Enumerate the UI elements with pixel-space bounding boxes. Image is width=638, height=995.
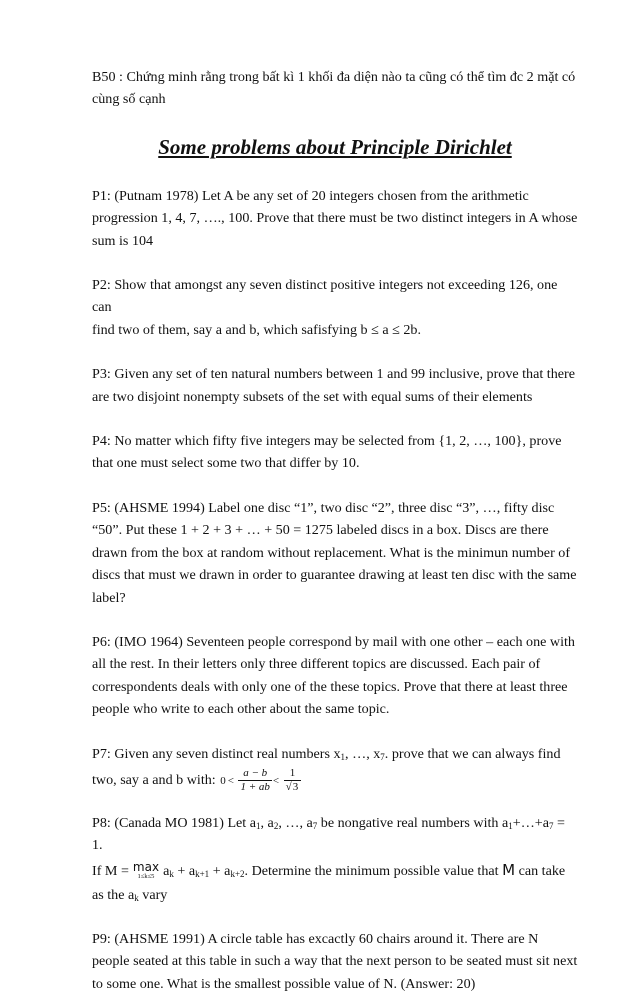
p8-subscript: 1 — [508, 820, 513, 831]
p8-subscript: 2 — [273, 820, 279, 831]
p8-text: as the a — [92, 886, 135, 903]
p7-fraction-2 — [284, 767, 302, 794]
p8-text: be nongative real numbers with a — [317, 814, 509, 831]
p7-sqrt — [286, 781, 300, 794]
p3-line-2: are two disjoint nonempty subsets of the set with equal sums of their elements — [92, 388, 533, 405]
p6-line-4: people who write to each other about the same topic. — [92, 701, 390, 718]
p7-text: . prove that we can always find — [384, 745, 561, 762]
p8-text: +…+a — [512, 814, 550, 831]
p3-line-1: P3: Given any set of ten natural numbers between 1 and 99 inclusive, prove that there — [92, 366, 575, 383]
p7-subscript: 7 — [380, 751, 385, 762]
problem-p3 — [92, 363, 578, 408]
page-title: Some problems about Principle Dirichlet — [158, 134, 512, 159]
p1-line-1: P1: (Putnam 1978) Let A be any set of 20 integers chosen from the arithmetic — [92, 187, 529, 204]
p6-line-2: all the rest. In their letters only three different topics are discussed. Each pair of — [92, 656, 541, 673]
p7-fraction-1 — [238, 767, 271, 794]
p8-max-operator — [133, 862, 159, 880]
sqrt-sign: √ — [285, 781, 292, 794]
p9-line-1: P9: (AHSME 1991) A circle table has excactly 60 chairs around it. There are N — [92, 930, 539, 947]
problem-p4 — [92, 430, 578, 475]
p7-line-1 — [92, 743, 578, 765]
p7-text: , …, x — [345, 745, 381, 762]
p8-text: P8: (Canada MO 1981) Let a — [92, 814, 256, 831]
problem-p7 — [92, 743, 578, 796]
p8-subscript: 1 — [256, 820, 261, 831]
p8-text: = 1. — [92, 814, 565, 854]
p8-text: a — [163, 862, 170, 879]
p5-line-5: label? — [92, 589, 126, 606]
p8-text: , …, a — [278, 814, 313, 831]
p5-line-4: discs that must we drawn in order to guarantee drawing at least ten disc with the same — [92, 567, 577, 584]
max-label: max — [132, 860, 160, 875]
p8-subscript: 7 — [549, 820, 554, 831]
p8-line-1 — [92, 812, 578, 857]
problem-p6 — [92, 631, 578, 721]
p7-fraction-2-numerator: 1 — [284, 767, 302, 781]
header-question — [92, 66, 578, 111]
p2-line-2: find two of them, say a and b, which safisfying b ≤ a ≤ 2b. — [92, 321, 421, 338]
p7-subscript: 1 — [340, 751, 346, 762]
p9-line-2: people seated at this table in such a way that the next person to be seated must sit next — [92, 953, 578, 970]
p8-text: + a — [209, 862, 231, 879]
problem-p9 — [92, 928, 578, 995]
p8-text: vary — [138, 886, 168, 903]
max-range: 1≤k≤5 — [137, 873, 155, 881]
p5-line-2: “50”. Put these 1 + 2 + 3 + … + 50 = 1275 labeled discs in a box. Discs are there — [92, 522, 549, 539]
p7-fraction-1-denominator: 1 + ab — [240, 781, 270, 794]
p6-line-1: P6: (IMO 1964) Seventeen people correspond by mail with one other – each one with — [92, 633, 575, 650]
p7-text: two, say a and b with: — [92, 771, 216, 788]
p5-line-1: P5: (AHSME 1994) Label one disc “1”, two disc “2”, three disc “3”, …, fifty disc — [92, 499, 555, 516]
p8-m-symbol: M — [502, 860, 516, 879]
p8-subscript: k+1 — [195, 868, 210, 879]
p8-subscript: k — [169, 868, 174, 879]
p5-line-3: drawn from the box at random without replacement. What is the minimun number of — [92, 544, 571, 561]
problem-p2 — [92, 274, 578, 341]
p8-line-2 — [92, 857, 578, 884]
p7-zero: 0 — [220, 774, 226, 787]
p4-line-2: that one must select some two that differ by 10. — [92, 455, 360, 472]
p8-text: can take — [518, 862, 566, 879]
sqrt-argument: 3 — [292, 781, 299, 794]
p7-text: P7: Given any seven distinct real numbers x — [92, 745, 341, 762]
p1-line-3: sum is 104 — [92, 232, 154, 249]
p2-line-1: P2: Show that amongst any seven distinct positive integers not exceeding 126, one can — [92, 277, 558, 316]
p7-fraction-2-denominator — [284, 781, 302, 794]
header-line-2: cùng số cạnh — [92, 91, 166, 108]
p7-line-2 — [92, 765, 578, 796]
problem-p8 — [92, 812, 578, 906]
problem-p1 — [92, 185, 578, 252]
p8-text: . Determine the minimum possible value that — [244, 862, 499, 879]
p6-line-3: correspondents deals with only one of the these topics. Prove that there at least three — [92, 678, 568, 695]
p8-subscript: k+2 — [230, 868, 245, 879]
p9-line-3: to some one. What is the smallest possible value of N. (Answer: 20) — [92, 975, 476, 992]
p4-line-1: P4: No matter which fifty five integers may be selected from {1, 2, …, 100}, prove — [92, 433, 562, 450]
p7-fraction-1-numerator: a − b — [238, 767, 271, 781]
problem-p5 — [92, 497, 578, 609]
p7-less-than: < — [227, 774, 234, 787]
p8-text: If M = — [92, 862, 129, 879]
p1-line-2: progression 1, 4, 7, …., 100. Prove that there must be two distinct integers in A whose — [92, 210, 578, 227]
p7-less-than: < — [272, 774, 280, 787]
p8-subscript: 7 — [312, 820, 318, 831]
p8-text: + a — [173, 862, 196, 879]
p8-text: , a — [260, 814, 274, 831]
header-line-1: B50 : Chứng minh rằng trong bất kì 1 khối đa diện nào ta cũng có thể tìm đc 2 mặt có — [92, 69, 576, 85]
p8-subscript: k — [134, 892, 139, 903]
